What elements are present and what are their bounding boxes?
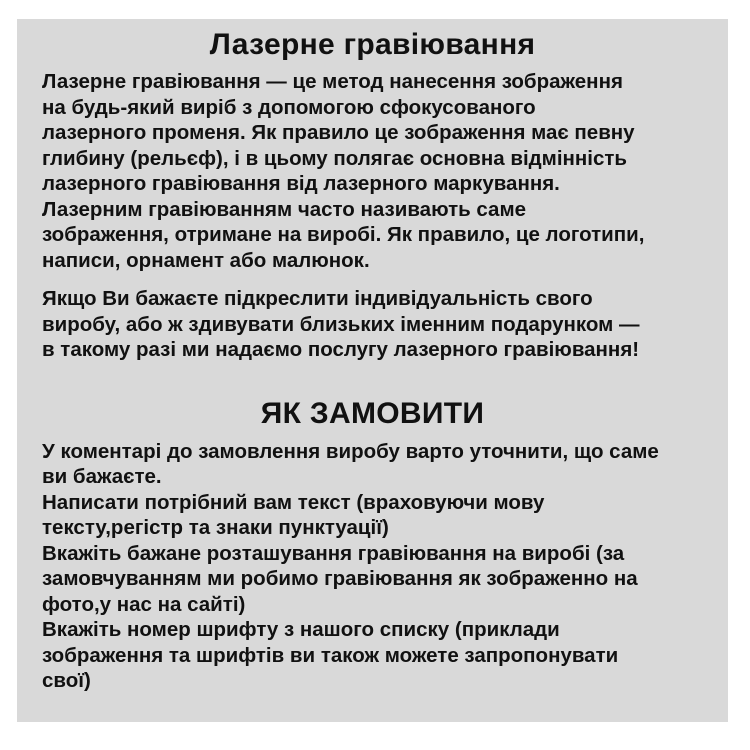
section-heading-how-to-order: ЯК ЗАМОВИТИ bbox=[260, 396, 485, 430]
intro-line: лазерного променя. Як правило це зображення має певну bbox=[42, 121, 635, 144]
intro-line: лазерного гравіювання від лазерного маркування. bbox=[42, 172, 560, 195]
intro-line: написи, орнамент або малюнок. bbox=[42, 248, 370, 272]
intro-line: глибину (рельєф), і в цьому полягає основна відмінність bbox=[42, 146, 628, 170]
offer-line: в такому разі ми надаємо послугу лазерного гравіювання! bbox=[42, 338, 640, 361]
instruction-line: свої) bbox=[42, 669, 91, 692]
intro-line: зображення, отримане на виробі. Як правило, це логотипи, bbox=[42, 223, 645, 246]
instruction-line: Написати потрібний вам текст (враховуючи мову bbox=[42, 490, 545, 514]
instruction-line: тексту,регістр та знаки пунктуації) bbox=[42, 516, 389, 539]
intro-paragraph bbox=[42, 69, 714, 273]
order-instructions bbox=[42, 439, 714, 694]
page-title: Лазерне гравіювання bbox=[209, 28, 536, 61]
instruction-line: ви бажаєте. bbox=[42, 465, 162, 488]
offer-paragraph bbox=[42, 286, 714, 363]
order-text-column bbox=[42, 439, 714, 694]
offer-line: виробу, або ж здивувати близьких іменним подарунком — bbox=[42, 312, 640, 336]
instruction-line: фото,у нас на сайті) bbox=[42, 592, 246, 616]
intro-line: Лазерне гравіювання — це метод нанесення зображення bbox=[42, 70, 623, 93]
engraving-info-card bbox=[17, 19, 728, 722]
intro-line: Лазерним гравіюванням часто називають саме bbox=[42, 197, 527, 221]
text-column bbox=[42, 69, 714, 363]
instruction-line: Вкажіть номер шрифту з нашого списку (приклади bbox=[42, 618, 560, 641]
instruction-line: зображення та шрифтів ви також можете запропонувати bbox=[42, 643, 619, 667]
instruction-line: замовчуванням ми робимо гравіювання як зображенно на bbox=[42, 567, 638, 590]
offer-line: Якщо Ви бажаєте підкреслити індивідуальність свого bbox=[42, 287, 593, 310]
instruction-line: У коментарі до замовлення виробу варто уточнити, що саме bbox=[42, 439, 659, 463]
instruction-line: Вкажіть бажане розташування гравіювання на виробі (за bbox=[42, 541, 625, 565]
intro-line: на будь-який виріб з допомогою сфокусованого bbox=[42, 95, 536, 119]
